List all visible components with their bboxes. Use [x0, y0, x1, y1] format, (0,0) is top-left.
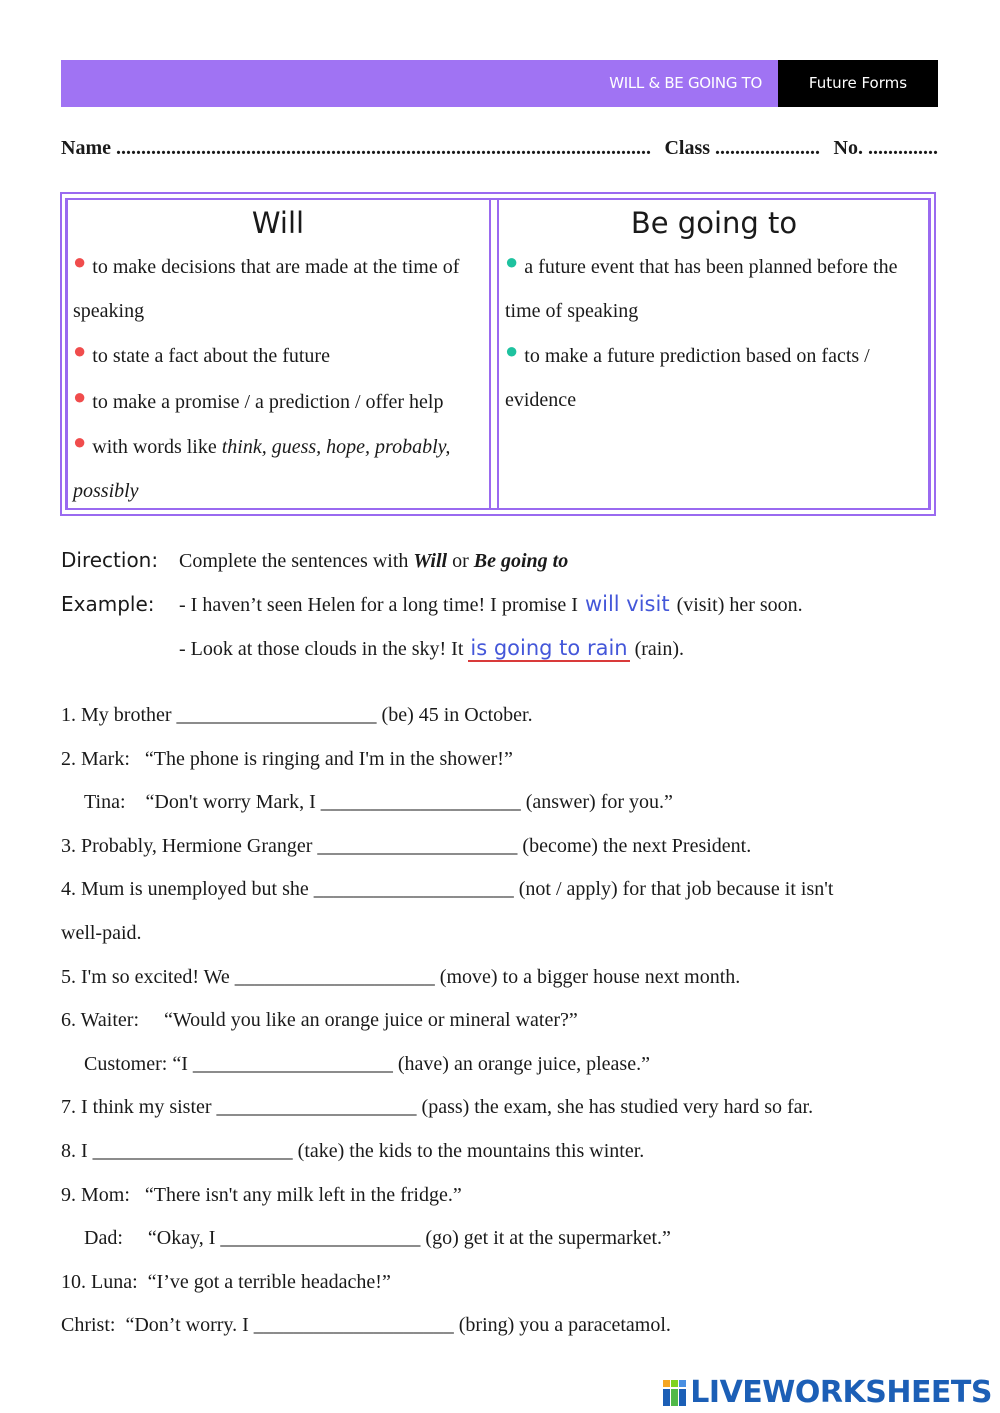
- question-line: 9. Mom: “There isn't any milk left in the fridge.”: [61, 1183, 462, 1206]
- liveworksheets-logo: [662, 1375, 992, 1410]
- red-bullet-icon: ●: [73, 338, 87, 363]
- liveworksheets-logo-icon: [662, 1378, 688, 1408]
- logo-text: LIVEWORKSHEETS: [690, 1375, 992, 1410]
- question-line: 6. Waiter: “Would you like an orange juice or mineral water?”: [61, 1009, 578, 1032]
- will-rule: ● to make a promise / a prediction / offer help: [73, 383, 444, 413]
- red-bullet-icon: ●: [73, 383, 87, 409]
- will-signal-words: think, guess, hope, probably, possibly: [73, 436, 451, 502]
- question-line[interactable]: Christ: “Don’t worry. I ____________________ (bring) you a paracetamol.: [61, 1314, 671, 1337]
- green-bullet-icon: ●: [505, 338, 519, 363]
- question-line: well-paid.: [61, 921, 142, 944]
- going-to-rule: ● a future event that has been planned before the time of speaking: [505, 249, 898, 322]
- example-answer-2[interactable]: is going to rain: [470, 636, 628, 660]
- direction-will: Will: [413, 550, 448, 572]
- student-info-line: [61, 137, 938, 160]
- question-line[interactable]: Dad: “Okay, I ____________________ (go) get it at the supermarket.”: [84, 1227, 671, 1250]
- going-to-title: Be going to: [630, 206, 798, 240]
- header-topic: WILL & BE GOING TO: [609, 74, 762, 92]
- question-line[interactable]: 7. I think my sister ____________________ (pass) the exam, she has studied very hard so far.: [61, 1096, 814, 1119]
- example-line-2: - Look at those clouds in the sky! It is going to rain (rain).: [179, 636, 685, 660]
- question-line[interactable]: 4. Mum is unemployed but she ____________________ (not / apply) for that job because it isn't: [61, 878, 834, 901]
- number-field: No. ..............: [833, 137, 938, 159]
- will-rule: ● to state a fact about the future: [73, 338, 330, 367]
- will-title: Will: [251, 206, 305, 240]
- will-rule: ● with words like think, guess, hope, probably, possibly: [73, 429, 451, 502]
- will-rule: ● to make decisions that are made at the time of speaking: [73, 249, 460, 322]
- question-line[interactable]: Tina: “Don't worry Mark, I ____________________ (answer) for you.”: [84, 791, 673, 814]
- green-bullet-icon: ●: [505, 249, 519, 274]
- red-bullet-icon: ●: [73, 429, 87, 454]
- question-line[interactable]: Customer: “I ____________________ (have) an orange juice, please.”: [84, 1052, 650, 1075]
- example-label: Example:: [61, 592, 155, 616]
- question-line[interactable]: 1. My brother ____________________ (be) 45 in October.: [61, 704, 533, 726]
- going-to-column: [497, 198, 931, 510]
- class-field: Class .....................: [664, 137, 821, 159]
- question-line[interactable]: 5. I'm so excited! We ____________________ (move) to a bigger house next month.: [61, 965, 741, 988]
- direction-label: Direction:: [61, 548, 159, 572]
- name-field: Name ...........................................................................................................: [61, 137, 651, 159]
- exercise-questions: [61, 694, 941, 1348]
- question-line[interactable]: 8. I ____________________ (take) the kids to the mountains this winter.: [61, 1139, 645, 1162]
- going-to-rule: ● to make a future prediction based on facts / evidence: [505, 338, 870, 411]
- header-bar: [61, 60, 938, 107]
- grammar-rules-box: [60, 192, 936, 516]
- question-line: 10. Luna: “I’ve got a terrible headache!”: [61, 1270, 391, 1293]
- question-line: 2. Mark: “The phone is ringing and I'm in the shower!”: [61, 747, 513, 770]
- example-answer-1[interactable]: will visit: [584, 592, 670, 616]
- will-column: [65, 198, 491, 510]
- example-line-1: Example: - I haven’t seen Helen for a long time! I promise I will visit (visit) her soon.: [61, 592, 803, 616]
- direction-going-to: Be going to: [473, 550, 569, 572]
- red-bullet-icon: ●: [73, 249, 87, 274]
- header-subject: Future Forms: [778, 60, 938, 107]
- direction-line: Direction: Complete the sentences with Will or Be going to: [61, 548, 569, 572]
- question-line[interactable]: 3. Probably, Hermione Granger ____________________ (become) the next President.: [61, 834, 752, 857]
